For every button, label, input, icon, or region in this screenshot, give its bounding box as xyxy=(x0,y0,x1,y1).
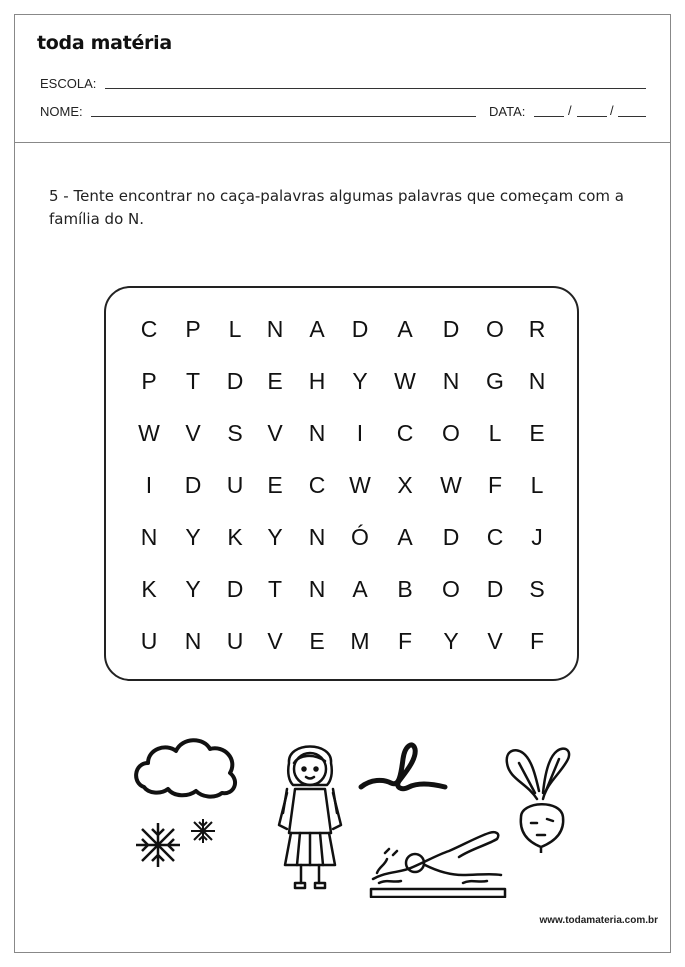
snowflake-icon xyxy=(191,819,215,843)
grid-letter[interactable]: W xyxy=(138,420,160,446)
grid-letter[interactable]: T xyxy=(185,368,201,394)
name-field-line[interactable] xyxy=(91,116,476,117)
question-text: 5 - Tente encontrar no caça-palavras algumas palavras que começam com a família do N. xyxy=(49,187,624,228)
grid-letter[interactable]: E xyxy=(267,368,283,394)
grid-letter[interactable]: V xyxy=(487,628,503,654)
grid-letter[interactable]: K xyxy=(141,576,157,602)
grid-letter[interactable]: L xyxy=(228,316,242,342)
worksheet xyxy=(14,14,671,953)
grid-letter[interactable]: J xyxy=(531,524,543,550)
grid-letter[interactable]: S xyxy=(227,420,243,446)
school-field-line[interactable] xyxy=(105,88,646,89)
grid-letter[interactable]: W xyxy=(440,472,462,498)
grid-letter[interactable]: Y xyxy=(443,628,459,654)
grid-letter[interactable]: D xyxy=(442,524,460,550)
girl-picture xyxy=(265,733,355,893)
grid-letter[interactable]: A xyxy=(352,576,368,602)
grid-letter[interactable]: W xyxy=(394,368,416,394)
school-label: ESCOLA: xyxy=(40,76,97,91)
date-year-line[interactable] xyxy=(618,116,646,117)
grid-letter[interactable]: P xyxy=(185,316,201,342)
grid-letter[interactable]: W xyxy=(349,472,371,498)
grid-letter[interactable]: Y xyxy=(185,576,201,602)
grid-letter[interactable]: N xyxy=(308,524,326,550)
grid-letter[interactable]: M xyxy=(350,628,370,654)
grid-letter[interactable]: D xyxy=(442,316,460,342)
grid-letter[interactable]: X xyxy=(397,472,413,498)
snowflake-icon xyxy=(136,823,180,867)
grid-letter[interactable]: N xyxy=(308,576,326,602)
grid-letter[interactable]: Y xyxy=(352,368,368,394)
grid-letter[interactable]: V xyxy=(267,420,283,446)
grid-letter[interactable]: N xyxy=(308,420,326,446)
grid-letter[interactable]: U xyxy=(226,628,244,654)
grid-letter[interactable]: O xyxy=(442,420,460,446)
grid-letter[interactable]: A xyxy=(397,524,413,550)
grid-letter[interactable]: C xyxy=(486,524,504,550)
grid-letter[interactable]: O xyxy=(486,316,504,342)
grid-letter[interactable]: Y xyxy=(267,524,283,550)
name-label: NOME: xyxy=(40,104,83,119)
swimmer-picture xyxy=(367,823,507,898)
grid-letter[interactable]: C xyxy=(140,316,158,342)
grid-letter[interactable]: N xyxy=(184,628,202,654)
grid-letter[interactable]: D xyxy=(351,316,369,342)
cloud-icon xyxy=(136,740,235,796)
grid-letter[interactable]: D xyxy=(226,576,244,602)
grid-letter[interactable]: I xyxy=(356,420,364,446)
grid-letter[interactable]: D xyxy=(226,368,244,394)
grid-letter[interactable]: N xyxy=(266,316,284,342)
grid-letter[interactable]: T xyxy=(267,576,283,602)
grid-letter[interactable]: Y xyxy=(185,524,201,550)
beet-picture xyxy=(501,743,581,853)
grid-letter[interactable]: C xyxy=(396,420,414,446)
grid-letter[interactable]: V xyxy=(267,628,283,654)
grid-letter[interactable]: G xyxy=(486,368,504,394)
grid-letter[interactable]: L xyxy=(488,420,502,446)
grid-letter[interactable]: A xyxy=(309,316,325,342)
grid-letter[interactable]: V xyxy=(185,420,201,446)
grid-letter[interactable]: P xyxy=(141,368,157,394)
grid-letter[interactable]: D xyxy=(184,472,202,498)
brand-logo: toda matéria xyxy=(37,32,172,54)
grid-letter[interactable]: C xyxy=(308,472,326,498)
date-separator: / xyxy=(568,103,572,118)
grid-letter[interactable]: I xyxy=(145,472,153,498)
date-label: DATA: xyxy=(489,104,526,119)
grid-letter[interactable]: F xyxy=(397,628,413,654)
grid-letter[interactable]: K xyxy=(227,524,243,550)
grid-letter[interactable]: F xyxy=(487,472,503,498)
grid-letter[interactable]: E xyxy=(529,420,545,446)
cursive-l-icon xyxy=(361,745,445,789)
grid-letter[interactable]: N xyxy=(528,368,546,394)
date-month-line[interactable] xyxy=(577,116,607,117)
cursive-letter-picture xyxy=(357,737,452,797)
grid-letter[interactable]: N xyxy=(140,524,158,550)
grid-letter[interactable]: O xyxy=(442,576,460,602)
grid-letter[interactable]: E xyxy=(309,628,325,654)
grid-letter[interactable]: H xyxy=(308,368,326,394)
grid-letter[interactable]: U xyxy=(140,628,158,654)
grid-letter[interactable]: R xyxy=(528,316,546,342)
grid-letter[interactable]: F xyxy=(529,628,545,654)
grid-letter[interactable]: E xyxy=(267,472,283,498)
footer-url: www.todamateria.com.br xyxy=(539,915,658,926)
date-day-line[interactable] xyxy=(534,116,564,117)
grid-letter[interactable]: U xyxy=(226,472,244,498)
word-search-grid xyxy=(104,286,579,681)
grid-letter[interactable]: N xyxy=(442,368,460,394)
grid-letter[interactable]: S xyxy=(529,576,545,602)
grid-letter[interactable]: L xyxy=(530,472,544,498)
grid-letter[interactable]: B xyxy=(397,576,413,602)
cloud-snow-picture xyxy=(130,725,245,875)
date-separator: / xyxy=(610,103,614,118)
grid-letter[interactable]: A xyxy=(397,316,413,342)
grid-letter[interactable]: Ó xyxy=(351,524,369,550)
grid-letter[interactable]: D xyxy=(486,576,504,602)
header-divider xyxy=(15,142,670,143)
